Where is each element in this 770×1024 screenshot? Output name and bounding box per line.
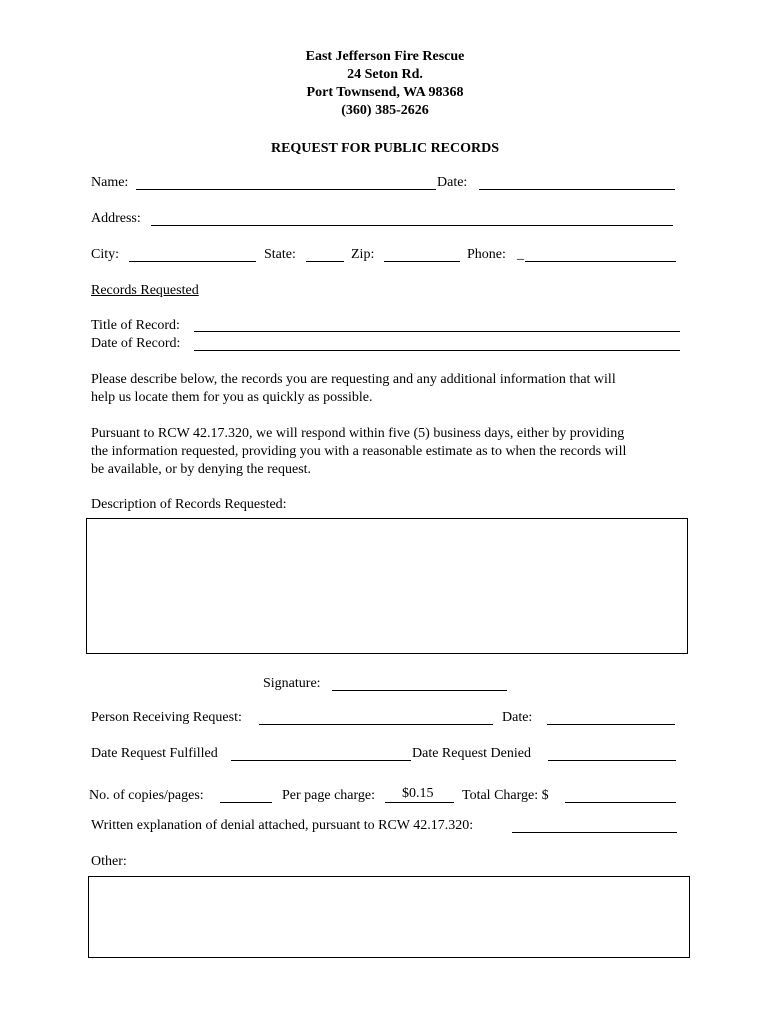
rcw-paragraph-line-3: be available, or by denying the request.	[91, 462, 312, 477]
state-label: State:	[264, 247, 296, 262]
date-fulfilled-field[interactable]	[231, 760, 411, 761]
description-box[interactable]	[86, 518, 688, 654]
city-field[interactable]	[129, 261, 256, 262]
other-box[interactable]	[88, 876, 690, 958]
per-page-value: $0.15	[402, 786, 434, 801]
phone-prefix: _	[517, 247, 524, 262]
name-label: Name:	[91, 175, 129, 190]
org-name: East Jefferson Fire Rescue	[305, 49, 465, 64]
rcw-paragraph-line-1: Pursuant to RCW 42.17.320, we will respond within five (5) business days, either by providing	[91, 426, 625, 441]
zip-label: Zip:	[351, 247, 375, 262]
date-denied-field[interactable]	[548, 760, 676, 761]
person-receiving-label: Person Receiving Request:	[91, 710, 242, 725]
receiving-date-label: Date:	[502, 710, 533, 725]
city-label: City:	[91, 247, 120, 262]
total-charge-label: Total Charge: $	[462, 788, 549, 803]
date-fulfilled-label: Date Request Fulfilled	[91, 746, 218, 761]
state-field[interactable]	[306, 261, 344, 262]
records-requested-heading: Records Requested	[91, 283, 199, 298]
address-label: Address:	[91, 211, 141, 226]
copies-field[interactable]	[220, 802, 272, 803]
zip-field[interactable]	[384, 261, 460, 262]
org-city-line: Port Townsend, WA 98368	[306, 85, 464, 100]
denial-field[interactable]	[512, 832, 677, 833]
form-title: REQUEST FOR PUBLIC RECORDS	[270, 141, 500, 156]
title-of-record-label: Title of Record:	[91, 318, 180, 333]
date-of-record-field[interactable]	[194, 350, 680, 351]
date-denied-label: Date Request Denied	[412, 746, 531, 761]
date-label: Date:	[437, 175, 468, 190]
date-of-record-label: Date of Record:	[91, 336, 181, 351]
copies-label: No. of copies/pages:	[89, 788, 204, 803]
person-receiving-field[interactable]	[259, 724, 493, 725]
org-street: 24 Seton Rd.	[347, 67, 423, 82]
signature-field[interactable]	[332, 690, 507, 691]
address-field[interactable]	[151, 225, 673, 226]
signature-label: Signature:	[263, 676, 321, 691]
org-phone: (360) 385-2626	[341, 103, 429, 118]
title-of-record-field[interactable]	[194, 331, 680, 332]
total-charge-field[interactable]	[565, 802, 676, 803]
per-page-label: Per page charge:	[282, 788, 376, 803]
describe-paragraph-line-2: help us locate them for you as quickly as possible.	[91, 390, 373, 405]
phone-label: Phone:	[467, 247, 506, 262]
name-field[interactable]	[136, 189, 436, 190]
rcw-paragraph-line-2: the information requested, providing you with a reasonable estimate as to when the records will	[91, 444, 627, 459]
description-label: Description of Records Requested:	[91, 497, 287, 512]
describe-paragraph-line-1: Please describe below, the records you are requesting and any additional information that will	[91, 372, 616, 387]
per-page-field[interactable]	[385, 802, 454, 803]
receiving-date-field[interactable]	[547, 724, 675, 725]
denial-label: Written explanation of denial attached, pursuant to RCW 42.17.320:	[91, 818, 474, 833]
phone-field[interactable]	[525, 261, 676, 262]
date-field[interactable]	[479, 189, 675, 190]
other-label: Other:	[91, 854, 127, 869]
